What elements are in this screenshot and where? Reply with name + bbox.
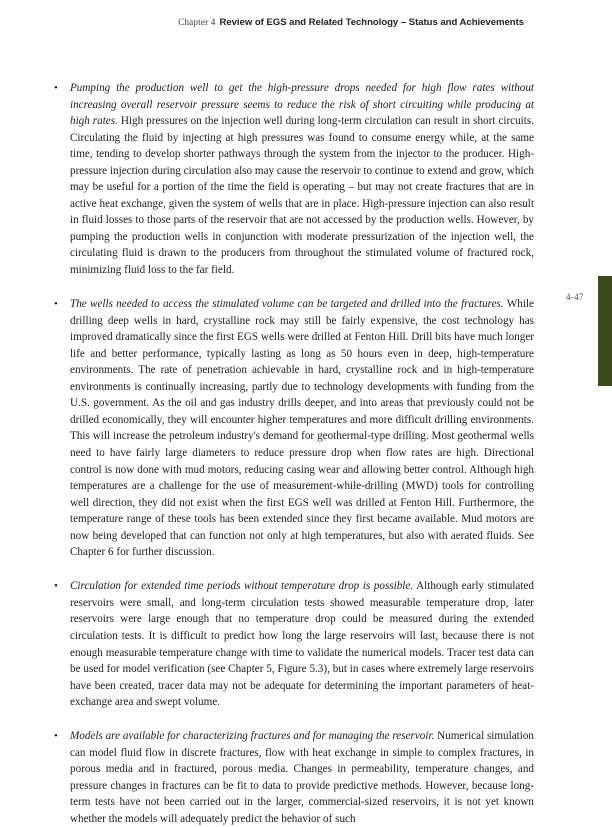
header-chapter-label: Chapter 4 [178, 17, 216, 27]
paragraph-body: Although early stimulated reservoirs were small, and long-term circulation tests showed measurable temperature drop, later reservoirs were large enough that no temperature drop could be measured during the extended circulation tests. It is difficult to predict how long the large reservoirs will last, because there is not enough measurable temperature change with time to validate the numerical models. Tracer test data can be used for model verification (see Chapter 5, Figure 5.3), but in cases where extremely large reservoirs have been created, tracer data may not be adequate for determining the important parameters of heat-exchange area and swept volume. [70, 580, 534, 709]
paragraph-body: Numerical simulation can model fluid flow in discrete fractures, flow with heat exchange in simple to complex fractures, in porous media and in fractured, porous media. Changes in permeability, temperature changes, and pressure changes in fractures can be fit to data to provide predictive methods. However, because long-term tests have not been carried out in the larger, commercial-sized reservoirs, it is not yet known whether the models will adequately predict the behavior of such [70, 730, 534, 825]
running-header [0, 14, 524, 30]
bullet-paragraph [53, 728, 534, 827]
paragraph-body: High pressures on the injection well during long-term circulation can result in short circuits. Circulating the fluid by injecting at high pressures was found to consume energy while, at the same time, tending to develop shorter pathways through the system from the injector to the producer. High-pressure injection during circulation also may cause the reservoir to continue to extend and grow, which may be useful for a portion of the time the field is operating – but may not create fractures that are in active heat exchange, given the system of wells that are in place. High-pressure injection can also result in fluid losses to those parts of the reservoir that are not accessed by the production wells. However, by pumping the production wells in conjunction with moderate pressurization of the injection well, the circulating fluid is drawn to the producers from throughout the stimulated volume of fractured rock, minimizing fluid loss to the far field. [70, 115, 534, 277]
bullet-marker-icon: • [54, 298, 58, 311]
paragraph-lead-in: The wells needed to access the stimulated volume can be targeted and drilled into the fractures. [70, 298, 504, 311]
bullet-paragraph [53, 296, 534, 561]
bullet-paragraph [53, 80, 534, 279]
paragraph-lead-in: Pumping the production well to get the high-pressure drops needed for high flow rates without increasing overall reservoir pressure seems to reduce the risk of short circuiting while producing at high rates. [70, 82, 534, 128]
bullet-paragraph [53, 578, 534, 710]
body-content [53, 80, 534, 827]
bullet-marker-icon: • [54, 82, 58, 94]
bullet-marker-icon: • [54, 730, 58, 743]
header-title: Review of EGS and Related Technology – Status and Achievements [219, 17, 524, 28]
paragraph-lead-in: Models are available for characterizing fractures and for managing the reservoir. [70, 730, 435, 743]
paragraph-body: While drilling deep wells in hard, crystalline rock may still be fairly expensive, the cost technology has improved dramatically since the first EGS wells were drilled at Fenton Hill. Drill bits have much longer life and better performance, typically lasting as long as 50 hours even in deep, high-temperature environments. The rate of penetration achievable in hard, crystalline rock and in high-temperature environments is continually increasing, partly due to technology developments with funding from the U.S. government. As the oil and gas industry drills deeper, and into areas that previously could not be drilled economically, they will encounter higher temperatures and more difficult drilling environments. This will increase the petroleum industry's demand for geothermal-type drilling. Most geothermal wells need to have fairly large diameters to reduce pressure drop when flow rates are high. Directional control is now done with mud motors, reducing casing wear and allowing better control. Although high temperatures are a challenge for the use of measurement-while-drilling (MWD) tools for controlling well direction, they did not exist when the first EGS well was drilled at Fenton Hill. Furthermore, the temperature range of these tools has been extended since they first became available. Mud motors are now being developed that can function not only at high temperatures, but also with aerated fluids. See Chapter 6 for further discussion. [70, 298, 534, 559]
page-number: 4-47 [566, 292, 584, 302]
paragraph-lead-in: Circulation for extended time periods without temperature drop is possible. [70, 580, 414, 593]
bullet-marker-icon: • [54, 580, 58, 593]
chapter-thumb-tab [598, 276, 612, 386]
